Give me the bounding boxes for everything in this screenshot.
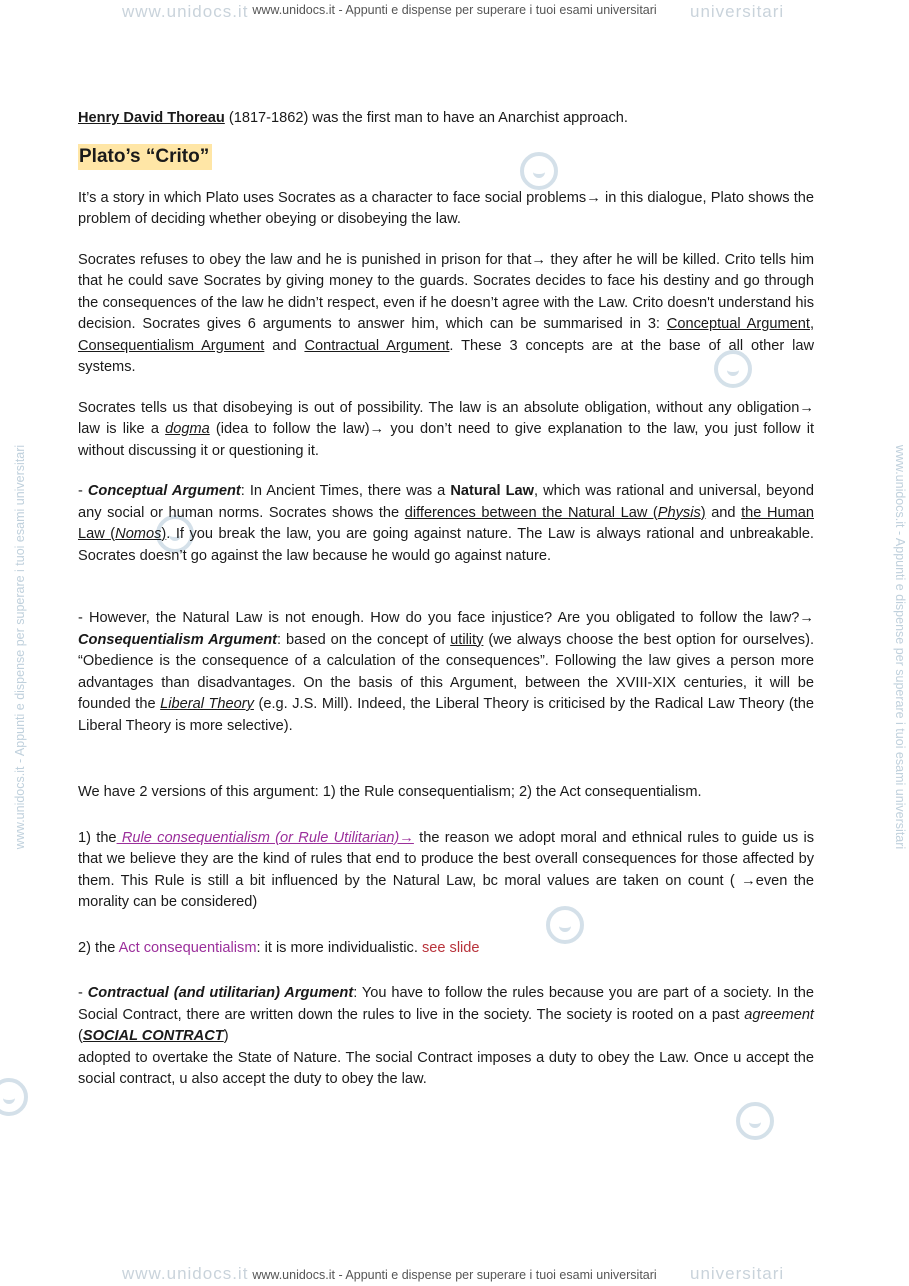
contractual-argument-term: Contractual (and utilitarian) Argument [87, 985, 354, 1001]
document-body [78, 108, 814, 1091]
agreement-term: agreement [744, 1006, 814, 1023]
conceptual-argument-ref: Conceptual Argument, [666, 316, 815, 332]
watermark-ghost-text: universitari [690, 1264, 785, 1283]
natural-law-term: Natural Law [450, 483, 534, 499]
physis-term: Physis [657, 504, 701, 521]
act-consequentialism-term: Act consequentialism [118, 939, 257, 956]
consequentialism-argument-ref: Consequentialism Argument [78, 337, 265, 354]
watermark-header: www.unidocs.it - Appunti e dispense per superare i tuoi esami universitari [252, 3, 657, 17]
social-contract-term: SOCIAL CONTRACT [82, 1028, 224, 1044]
paragraph-rule-consequentialism: 1) the Rule consequentialism (or Rule Utilitarian)→ the reason we adopt moral and ethnical rules to guide us is that we believe they are the kind of rules that end to produce the best overall consequences for those affected by them. This Rule is still a bit influenced by the Natural Law, bc moral values are taken on count ( →even the morality can be considered) [78, 829, 814, 910]
paragraph-contractual-argument: - Contractual (and utilitarian) Argument: You have to follow the rules because you are part of a society. In the Social Contract, there are written down the rules to live in the society. The society is rooted on a past agreement (SOCIAL CONTRACT) [78, 985, 814, 1044]
utility-term: utility [450, 631, 484, 648]
section-title: Plato’s “Crito” [78, 144, 212, 170]
paragraph-state-of-nature: adopted to overtake the State of Nature. The social Contract imposes a duty to obey the Law. Once u accept the social contract, u also accept the duty to obey the law. [78, 1049, 814, 1087]
watermark-side-left: www.unidocs.it - Appunti e dispense per superare i tuoi esami universitari [13, 444, 27, 850]
liberal-theory-term: Liberal Theory [160, 696, 254, 712]
dogma-term: dogma [165, 421, 210, 437]
paragraph-story: It’s a story in which Plato uses Socrates as a character to face social problems→ in this dialogue, Plato shows the problem of deciding whether obeying or disobeying the law. [78, 189, 814, 227]
conceptual-argument-term: Conceptual Argument [87, 483, 241, 499]
section-heading-wrap [78, 144, 814, 170]
paragraph-socrates-refuses: Socrates refuses to obey the law and he is punished in prison for that→ they after he will be killed. Crito tells him that he could save Socrates by giving money to the guards. Socrates decides to face his destiny and go through the consequences of the law he didn’t respect, even if he doesn’t agree with the Law. Crito doesn't understand his decision. Socrates gives 6 arguments to answer him, which can be summarised in 3: Conceptual Argument, Consequentialism Argument and Contractual Argument. These 3 concepts are at the base of all other law systems. [78, 251, 815, 375]
watermark-logo-icon [736, 1102, 774, 1140]
watermark-side-right: www.unidocs.it - Appunti e dispense per superare i tuoi esami universitari [893, 444, 907, 850]
watermark-ghost-text: www.unidocs.it [122, 1264, 249, 1283]
rule-consequentialism-term: Rule consequentialism (or Rule Utilitarian)→ [116, 829, 414, 846]
paragraph-act-consequentialism: 2) the Act consequentialism: it is more individualistic. see slide [78, 939, 480, 956]
paragraph-two-versions: We have 2 versions of this argument: 1) the Rule consequentialism; 2) the Act consequentialism. [78, 784, 702, 800]
watermark-ghost-text: universitari [690, 2, 785, 21]
paragraph-consequentialism-argument: - However, the Natural Law is not enough. How do you face injustice? Are you obligated to follow the law?→ Consequentialism Argument: based on the concept of utility (we always choose the best option for ourselves). “Obedience is the consequence of a calculation of the consequences”. Following the law gives a person more advantages than disadvantages. On the basis of this Argument, between the XVIII-XIX centuries, it will be founded the Liberal Theory (e.g. J.S. Mill). Indeed, the Liberal Theory is criticised by the Radical Law Theory (the Liberal Theory is more selective). [78, 610, 814, 734]
paragraph-conceptual-argument: - Conceptual Argument: In Ancient Times, there was a Natural Law, which was rational and universal, beyond any social or human norms. Socrates shows the differences between the Natural Law (Physis) and the Human Law (Nomos). If you break the law, you are going against nature. The Law is always rational and unbreakable. Socrates doesn’t go against the law because he would go against nature. [78, 483, 814, 564]
contractual-argument-ref: Contractual Argument [304, 337, 450, 354]
consequentialism-argument-term: Consequentialism Argument [78, 631, 277, 648]
watermark-footer: www.unidocs.it - Appunti e dispense per superare i tuoi esami universitari [252, 1268, 657, 1282]
nomos-term: Nomos [115, 526, 162, 542]
watermark-ghost-text: www.unidocs.it [122, 2, 249, 21]
watermark-logo-icon [0, 1078, 28, 1116]
paragraph-disobeying: Socrates tells us that disobeying is out of possibility. The law is an absolute obligation, without any obligation→ law is like a dogma (idea to follow the law)→ you don’t need to give explanation to the law, you just follow it without discussing it or questioning it. [78, 399, 814, 459]
intro-paragraph: Henry David Thoreau (1817-1862) was the first man to have an Anarchist approach. [78, 110, 628, 126]
see-slide-note: see slide [421, 939, 480, 956]
author-name: Henry David Thoreau [78, 110, 225, 126]
